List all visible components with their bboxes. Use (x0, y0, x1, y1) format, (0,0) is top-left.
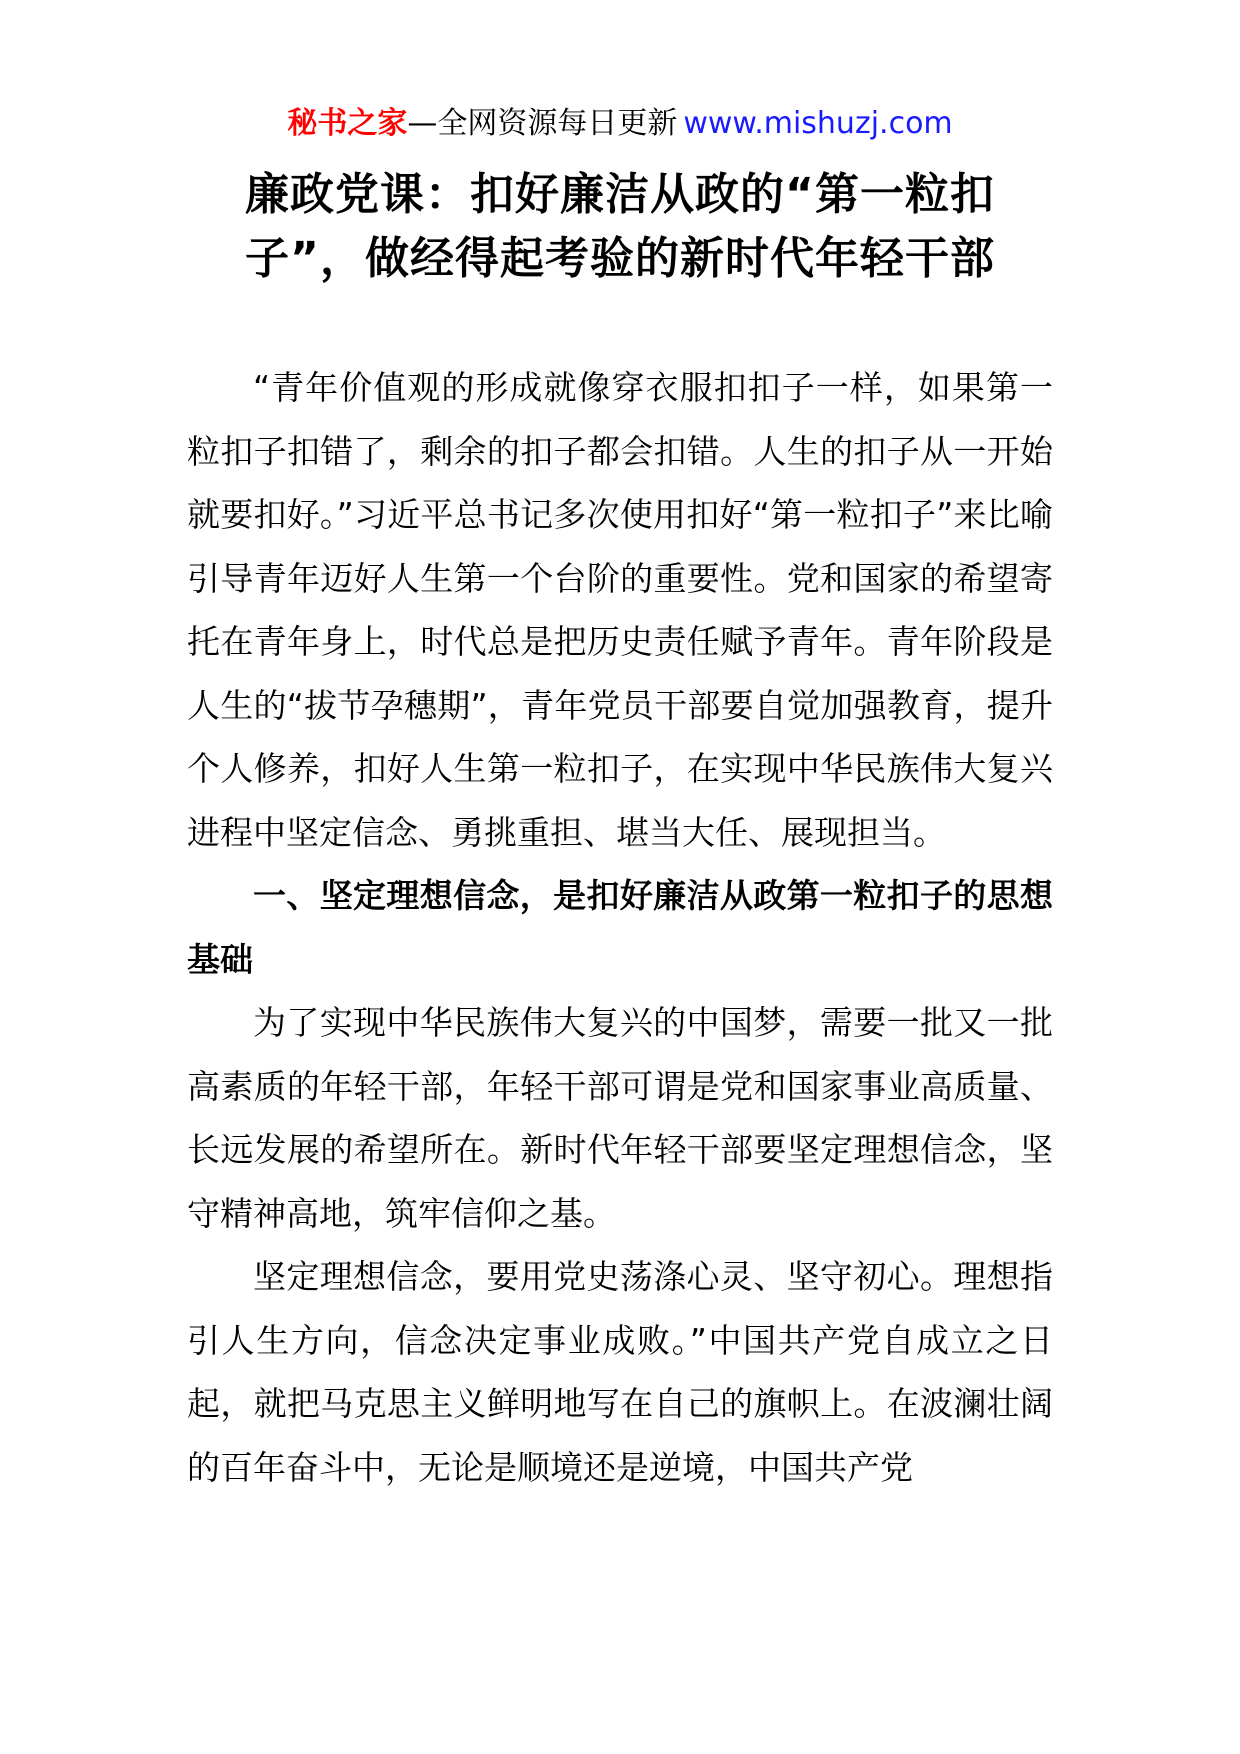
site-url-link[interactable]: www.mishuzj.com (683, 106, 953, 141)
body-paragraph: 为了实现中华民族伟大复兴的中国梦，需要一批又一批高素质的年轻干部，年轻干部可谓是党和国家事业高质量、长远发展的希望所在。新时代年轻干部要坚定理想信念，坚守精神高地，筑牢信仰之基。 (187, 1003, 1053, 1233)
body-paragraph: 坚定理想信念，要用党史荡涤心灵、坚守初心。理想指引人生方向，信念决定事业成败。”中国共产党自成立之日起，就把马克思主义鲜明地写在自己的旗帜上。在波澜壮阔的百年奋斗中，无论是顺境还是逆境，中国共产党 (187, 1257, 1053, 1487)
body-paragraph: “青年价值观的形成就像穿衣服扣扣子一样，如果第一粒扣子扣错了，剩余的扣子都会扣错。人生的扣子从一开始就要扣好。”习近平总书记多次使用扣好“第一粒扣子”来比喻引导青年迈好人生第一个台阶的重要性。党和国家的希望寄托在青年身上，时代总是把历史责任赋予青年。青年阶段是人生的“拔节孕穗期”，青年党员干部要自觉加强教育，提升个人修养，扣好人生第一粒扣子，在实现中华民族伟大复兴进程中坚定信念、勇挑重担、堪当大任、展现担当。 (187, 368, 1053, 852)
section-heading: 一、坚定理想信念，是扣好廉洁从政第一粒扣子的思想基础 (187, 876, 1053, 979)
document-title (150, 163, 1090, 291)
site-tagline: —全网资源每日更新 (407, 106, 678, 141)
title-line-1: 廉政党课：扣好廉洁从政的“第一粒扣 (245, 169, 995, 220)
site-header (0, 104, 1240, 144)
title-line-2: 子”，做经得起考验的新时代年轻干部 (245, 233, 995, 284)
document-body (187, 356, 1053, 1499)
site-brand: 秘书之家 (287, 106, 408, 141)
